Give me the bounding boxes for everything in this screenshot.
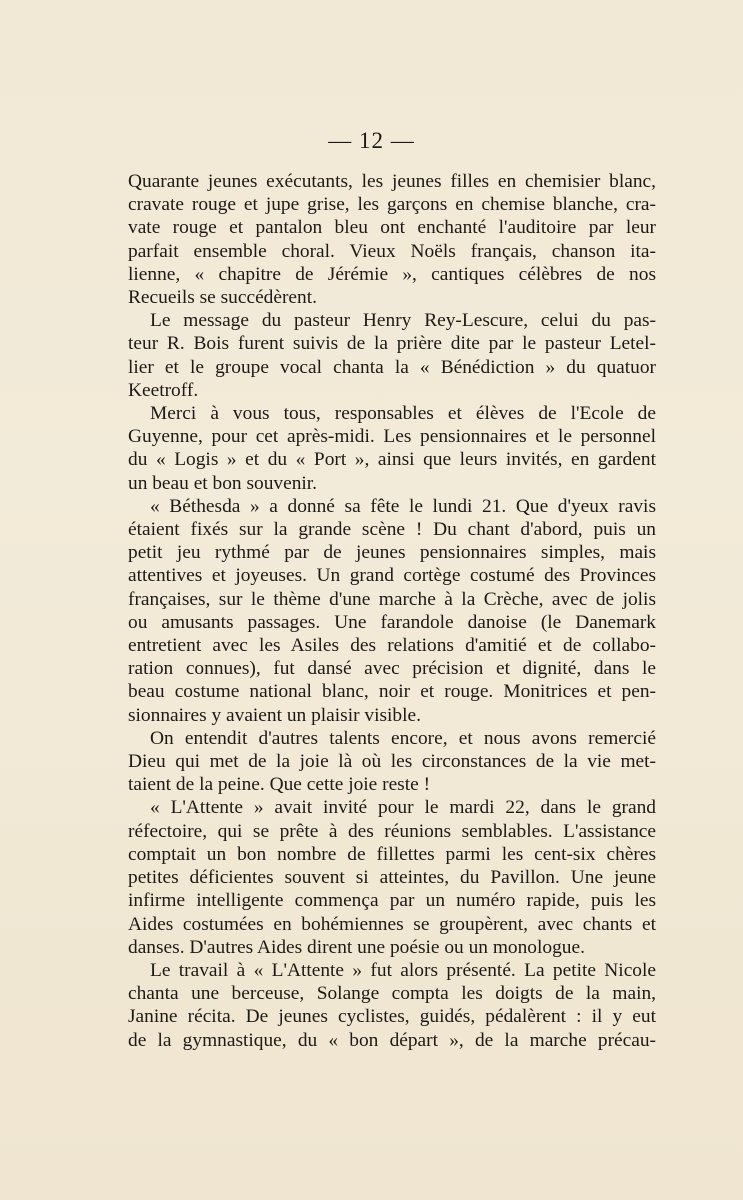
paragraph <box>128 309 656 402</box>
text-line: taient de la peine. Que cette joie reste ! <box>128 774 431 796</box>
text-line: petites déficientes souvent si atteintes, du Pavillon. Une jeune <box>128 867 656 889</box>
text-line: Aides costumées en bohémiennes se groupèrent, avec chants et <box>128 913 656 935</box>
text-line: sionnaires y avaient un plaisir visible. <box>128 704 421 726</box>
paragraph <box>128 959 656 1052</box>
text-line: petit jeu rythmé par de jeunes pensionnaires simples, mais <box>128 542 656 564</box>
text-line: Quarante jeunes exécutants, les jeunes filles en chemisier blanc, <box>128 171 656 192</box>
text-line: Dieu qui met de la joie là où les circonstances de la vie met- <box>128 751 656 773</box>
text-line: lienne, « chapitre de Jérémie », cantiques célèbres de nos <box>128 263 656 285</box>
text-line: françaises, sur le thème d'une marche à la Crèche, avec de jolis <box>128 588 656 610</box>
paragraph <box>128 727 656 797</box>
text-line: Keetroff. <box>128 379 199 401</box>
text-line: danses. D'autres Aides dirent une poésie ou un monologue. <box>128 936 585 958</box>
text-line: Guyenne, pour cet après-midi. Les pensionnaires et le personnel <box>128 426 656 448</box>
text-line: « L'Attente » avait invité pour le mardi 22, dans le grand <box>150 797 656 819</box>
text-line: lier et le groupe vocal chanta la « Bénédiction » du quatuor <box>128 356 656 378</box>
text-line: chanta une berceuse, Solange compta les doigts de la main, <box>128 983 656 1005</box>
paragraph <box>128 495 656 727</box>
text-line: teur R. Bois furent suivis de la prière dite par le pasteur Letel- <box>128 333 656 355</box>
text-line: comptait un bon nombre de fillettes parmi les cent-six chères <box>128 843 656 865</box>
text-line: ration connues), fut dansé avec précision et dignité, dans le <box>128 658 656 680</box>
text-line: On entendit d'autres talents encore, et nous avons remercié <box>150 727 656 749</box>
text-line: un beau et bon souvenir. <box>128 472 318 494</box>
text-line: du « Logis » et du « Port », ainsi que leurs invités, en gardent <box>128 449 656 471</box>
text-line: Merci à vous tous, responsables et élèves de l'Ecole de <box>150 403 656 425</box>
text-line: réfectoire, qui se prête à des réunions semblables. L'assistance <box>128 820 656 842</box>
text-line: infirme intelligente commença par un numéro rapide, puis les <box>128 890 656 912</box>
text-line: beau costume national blanc, noir et rouge. Monitrices et pen- <box>128 681 656 703</box>
text-line: ou amusants passages. Une farandole danoise (le Danemark <box>128 611 656 633</box>
text-line: parfait ensemble choral. Vieux Noëls français, chanson ita- <box>128 240 656 262</box>
text-line: cravate rouge et jupe grise, les garçons en chemise blanche, cra- <box>128 194 656 216</box>
text-line: Le travail à « L'Attente » fut alors présenté. La petite Nicole <box>150 959 656 981</box>
text-line: attentives et joyeuses. Un grand cortège costumé des Provinces <box>128 565 656 587</box>
paragraph <box>128 796 656 958</box>
text-line: Le message du pasteur Henry Rey-Lescure, celui du pas- <box>150 310 656 332</box>
text-line: « Béthesda » a donné sa fête le lundi 21. Que d'yeux ravis <box>150 495 656 517</box>
page-number: — 12 — <box>328 128 415 153</box>
text-line: étaient fixés sur la grande scène ! Du chant d'abord, puis un <box>128 519 656 541</box>
text-line: Janine récita. De jeunes cyclistes, guidés, pédalèrent : il y eut <box>128 1006 656 1028</box>
paragraph <box>128 170 656 309</box>
text-line: vate rouge et pantalon bleu ont enchanté l'auditoire par leur <box>128 217 656 239</box>
body-text <box>128 170 656 1052</box>
text-line: entretient avec les Asiles des relations d'amitié et de collabo- <box>128 635 656 657</box>
text-line: de la gymnastique, du « bon départ », de la marche précau- <box>128 1029 656 1051</box>
paragraph <box>128 402 656 495</box>
text-line: Recueils se succédèrent. <box>128 287 317 309</box>
